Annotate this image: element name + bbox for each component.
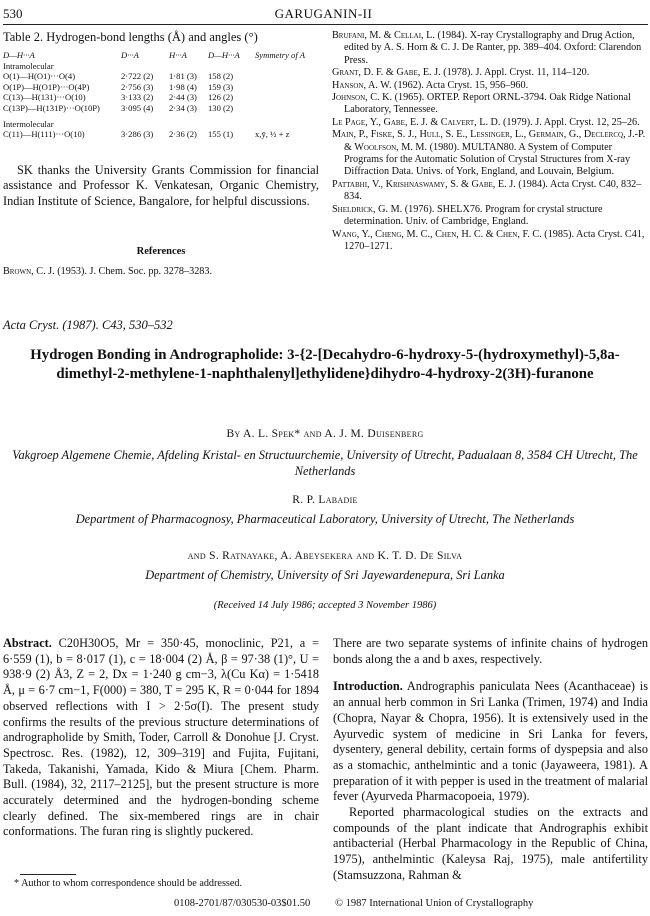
ref-authors: Grant, D. F. & Gabe, E. J.	[332, 67, 441, 79]
journal-citation: Acta Cryst. (1987). C43, 530–532	[3, 318, 173, 332]
ref-details: (1965). ORTEP. Report ORNL-3794. Oak Ridge National Laboratory, Tennessee.	[344, 92, 631, 116]
ref-authors: Le Page, Y., Gabe, E. J. & Calvert, L. D.	[332, 116, 501, 128]
ref-details: (1984). Acta Cryst. C40, 832–834.	[344, 178, 642, 203]
reference-item	[332, 92, 648, 117]
reference-item	[332, 80, 648, 92]
ref-authors: Johnson, C. K.	[332, 92, 393, 104]
affiliation-2: Department of Pharmacognosy, Pharmaceutical Laboratory, University of Utrecht, The Netherlands	[75, 512, 575, 526]
cell-bond: O(1)—H(O1)···O(4)	[3, 71, 76, 82]
references-heading: References	[136, 246, 186, 257]
article-title: Hydrogen Bonding in Andrographolide: 3-{2-[Decahydro-6-hydroxy-5-(hydroxymethyl)-5,8a-dimethyl-2-methylene-1-naphthalenyl]ethylidene}dihydro-4-hydroxy-2(3H)-furanone	[30, 347, 620, 382]
cell-ha: 2·36 (2)	[169, 129, 197, 140]
cell-bond: C(11)—H(111)···O(10)	[3, 129, 85, 140]
reference-item	[332, 204, 648, 229]
ref-authors: Main, P., Fiske, S. J., Hull, S. E., Lessinger, L., Germain, G., Declercq, J.-P. & Woolfson, M. M.	[332, 129, 646, 153]
ref-details: (1978). J. Appl. Cryst. 11, 114–120.	[440, 67, 590, 79]
table-row	[3, 129, 321, 140]
cell-ha: 2·44 (3)	[169, 92, 197, 103]
reference-item	[332, 67, 648, 79]
authors-group-1: By A. L. Spek* and A. J. M. Duisenberg	[226, 428, 424, 440]
cell-da: 2·722 (2)	[121, 71, 154, 82]
cell-angle: 130 (2)	[208, 102, 234, 113]
cell-da: 3·286 (3)	[121, 129, 154, 140]
ref-details: (1962). Acta Cryst. 15, 956–960.	[391, 79, 529, 91]
table-section-inter	[3, 119, 321, 130]
cell-symmetry: x,ȳ, ½ + z	[255, 129, 290, 140]
ref-details: (1979). J. Appl. Cryst. 12, 25–26.	[500, 116, 640, 128]
abstract	[3, 636, 319, 840]
reference-item	[332, 117, 648, 129]
reference-item	[332, 229, 648, 254]
footnote-rule	[20, 874, 76, 875]
abstract-label: Abstract.	[3, 636, 52, 650]
abstract-continuation: There are two separate systems of infinite chains of hydrogen bonds along the a and b axes, respectively.	[333, 636, 648, 666]
references-right	[332, 30, 648, 253]
cell-ha: 2·34 (3)	[169, 102, 197, 113]
table-header-row	[3, 50, 321, 61]
running-title: GARUGANIN-II	[274, 6, 373, 21]
references-left	[3, 266, 323, 279]
col-header-ha: H···A	[169, 50, 187, 60]
introduction	[333, 679, 648, 805]
table-row	[3, 92, 321, 103]
affiliation-1: Vakgroep Algemene Chemie, Afdeling Kristal- en Structuurchemie, University of Utrecht, Padualaan 8, 3584 CH Utrecht, The Netherlands	[12, 448, 638, 478]
reference-item	[332, 129, 648, 179]
col-header-dha: D—H···A	[3, 50, 35, 60]
cell-angle: 159 (3)	[208, 81, 234, 92]
table-section-intra	[3, 61, 321, 72]
cell-bond: O(1P)—H(O1P)···O(4P)	[3, 81, 90, 92]
cell-da: 3·095 (4)	[121, 102, 154, 113]
col-header-symmetry: Symmetry of A	[255, 50, 305, 60]
reference-item	[332, 179, 648, 204]
page-number: 530	[3, 6, 23, 21]
cell-ha: 1·81 (3)	[169, 71, 197, 82]
section-label: Intramolecular	[3, 60, 54, 71]
abstract-text: C20H30O5, Mr = 350·45, monoclinic, P21, a = 6·559 (1), b = 8·017 (1), c = 18·004 (2) Å, β = 97·38 (1)°, U = 938·9 (2) Å3, Z = 2, Dx = 1·240 g cm−3, λ(Cu Kα) = 1·5418 Å, μ = 6·7 cm−1, F(000) = 380, T = 295 K, R = 0·044 for 1894 observed reflections with I > 2·5σ(I). The present study confirms the results of the previous structure determinations of andrographolide by Smith, Toder, Carroll & Donohue [J. Cryst. Spectrosc. Res. (1982), 12, 309–319] and Fujita, Fujitani, Takeda, Takanishi, Yamada, Kido & Miura [Chem. Pharm. Bull. (1984), 32, 2117–2125], but the present structure is more accurately determined and the hydrogen-bonding scheme clearly defined. The six-membered rings are in chair conformations. The furan ring is slightly puckered.	[3, 636, 319, 839]
right-column	[333, 636, 648, 884]
cell-bond: C(13)—H(131)···O(10)	[3, 92, 86, 103]
section-label: Intermolecular	[3, 118, 54, 129]
received-dates: (Received 14 July 1986; accepted 3 November 1986)	[213, 600, 437, 611]
cell-angle: 158 (2)	[208, 71, 234, 82]
cell-angle: 126 (2)	[208, 92, 234, 103]
ref-authors: Sheldrick, G. M.	[332, 203, 403, 215]
ref-authors: Wang, Y., Cheng, M. C., Chen, H. C. & Chen, F. C.	[332, 228, 542, 240]
ref-details: (1984). X-ray Crystallography and Drug Action, edited by A. S. Horn & C. J. De Ranter, pp. 389–404. Oxford: Clarendon Press.	[344, 30, 642, 66]
ref-authors: Pattabhi, V., Krishnaswamy, S. & Gabe, E. J.	[332, 178, 516, 190]
ref-details: (1985). Acta Cryst. C41, 1270–1271.	[344, 228, 645, 252]
ref-details: (1976). SHELX76. Program for crystal structure determination. Univ. of Cambridge, England.	[344, 203, 603, 228]
cell-da: 2·756 (3)	[121, 81, 154, 92]
introduction-paragraph-2: Reported pharmacological studies on the extracts and compounds of the plant indicate that Andrographis exhibit antibacterial (Herbal Pharmacology in the Republic of China, 1975), anthelmintic (Kaleysa Raj, 1975), male antifertility (Stamsuzzona, Rahman &	[333, 805, 648, 882]
hbond-table	[3, 50, 321, 140]
header-rule	[3, 24, 648, 25]
page-header	[3, 6, 644, 22]
copyright: © 1987 International Union of Crystallography	[335, 898, 534, 909]
ref-authors: Brufani, M. & Cellai, L.	[332, 30, 435, 41]
affiliation-3: Department of Chemistry, University of Sri Jayewardenepura, Sri Lanka	[145, 568, 505, 582]
table-row	[3, 71, 321, 82]
footnote: * Author to whom correspondence should be addressed.	[14, 878, 243, 889]
ref-authors: Hanson, A. W.	[332, 79, 392, 91]
authors-group-3: and S. Ratnayake, A. Abeysekera and K. T. D. De Silva	[187, 550, 463, 562]
ref-details: (1953). J. Chem. Soc. pp. 3278–3283.	[54, 266, 213, 277]
introduction-label: Introduction.	[333, 679, 403, 694]
issn-code: 0108-2701/87/030530-03$01.50	[174, 898, 311, 909]
introduction-text: Andrographis paniculata Nees (Acanthaceae) is an annual herb common in Sri Lanka (Trimen, 1974) and India (Chopra, Nayar & Chopra, 1956). It is extensively used in the Ayurvedic system of medicine in Sri Lanka for fevers, dysentery, general debility, certain forms of dyspepsia and also as a stomachic, anthelmintic and a tonic (Jayaweera, 1981). A preparation of it with pepper is used in the treatment of malarial fever (Ayurveda Pharmacopoeia, 1979).	[333, 679, 648, 804]
table-caption: Table 2. Hydrogen-bond lengths (Å) and angles (°)	[3, 30, 258, 44]
reference-item	[332, 30, 648, 67]
table-row	[3, 82, 321, 93]
table-row	[3, 103, 321, 114]
cell-bond: C(13P)—H(131P)···O(10P)	[3, 102, 100, 113]
cell-angle: 155 (1)	[208, 129, 234, 140]
col-header-angle: D—H···A	[208, 50, 240, 60]
col-header-da: D···A	[121, 50, 139, 60]
reference-item	[3, 266, 323, 279]
authors-group-2: R. P. Labadie	[292, 494, 358, 506]
cell-ha: 1·98 (4)	[169, 81, 197, 92]
ref-details: (1980). MULTAN80. A System of Computer Programs for the Automatic Solution of Crystal Structures from X-ray Diffraction Data. Univs. of York, England, and Louvain, Belgium.	[344, 141, 631, 178]
acknowledgement: SK thanks the University Grants Commission for financial assistance and Professor K. Venkatesan, Organic Chemistry, Indian Institute of Science, Bangalore, for helpful discussions.	[3, 163, 319, 208]
cell-da: 3·133 (2)	[121, 92, 154, 103]
ref-authors: Brown, C. J.	[3, 266, 55, 277]
